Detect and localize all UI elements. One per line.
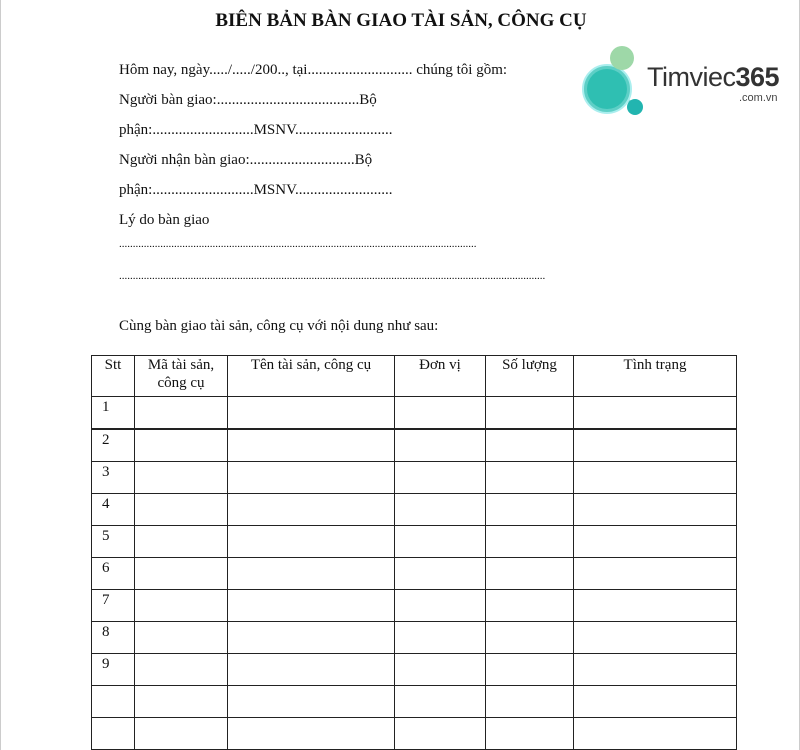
table-cell (486, 462, 574, 494)
table-cell (574, 429, 737, 462)
row-number: 3 (92, 462, 135, 494)
table-cell (228, 397, 395, 430)
row-number: 6 (92, 558, 135, 590)
table-row (92, 622, 737, 654)
table-cell (228, 462, 395, 494)
table-cell (228, 429, 395, 462)
table-cell (228, 718, 395, 750)
date-location-line: Hôm nay, ngày...../...../200.., tại............................ chúng tôi gồm: (119, 62, 508, 78)
table-row (92, 686, 737, 718)
table-cell (486, 397, 574, 430)
table-cell (135, 590, 228, 622)
table-cell (135, 526, 228, 558)
table-cell (228, 558, 395, 590)
table-cell (486, 590, 574, 622)
table-cell (395, 494, 486, 526)
handover-person-line: Người bàn giao:......................................Bộ (119, 92, 377, 108)
col-header-unit: Đơn vị (395, 356, 486, 397)
table-row (92, 654, 737, 686)
row-number: 8 (92, 622, 135, 654)
table-row (92, 718, 737, 750)
col-header-stt: Stt (92, 356, 135, 397)
row-number (92, 686, 135, 718)
table-cell (486, 686, 574, 718)
reason-label: Lý do bàn giao (119, 212, 210, 228)
table-cell (486, 718, 574, 750)
table-cell (395, 718, 486, 750)
logo-domain: .com.vn (739, 92, 778, 104)
handover-department-line: phận:...........................MSNV.......................... (119, 122, 393, 138)
table-cell (486, 494, 574, 526)
table-cell (574, 654, 737, 686)
table-cell (135, 494, 228, 526)
table-cell (574, 590, 737, 622)
molecule-logo-icon (579, 44, 649, 120)
row-number: 5 (92, 526, 135, 558)
col-header-quantity: Số lượng (486, 356, 574, 397)
col-header-condition: Tình trạng (574, 356, 737, 397)
table-cell (135, 397, 228, 430)
timviec365-logo (579, 44, 799, 120)
table-row (92, 429, 737, 462)
table-cell (486, 558, 574, 590)
reason-dots-2: ........................................................................................................................................................... (119, 270, 546, 282)
asset-table (91, 355, 737, 750)
table-cell (486, 654, 574, 686)
row-number (92, 718, 135, 750)
table-cell (395, 526, 486, 558)
table-cell (486, 622, 574, 654)
row-number: 7 (92, 590, 135, 622)
table-cell (135, 686, 228, 718)
table-cell (574, 462, 737, 494)
table-cell (395, 558, 486, 590)
table-cell (395, 462, 486, 494)
table-cell (486, 429, 574, 462)
table-cell (486, 526, 574, 558)
table-cell (574, 622, 737, 654)
table-cell (395, 590, 486, 622)
table-cell (395, 654, 486, 686)
table-cell (395, 397, 486, 430)
row-number: 1 (92, 397, 135, 430)
table-cell (228, 494, 395, 526)
table-row (92, 462, 737, 494)
table-cell (574, 397, 737, 430)
table-cell (135, 558, 228, 590)
table-cell (135, 622, 228, 654)
table-cell (135, 718, 228, 750)
table-cell (395, 686, 486, 718)
table-row (92, 397, 737, 430)
table-cell (574, 686, 737, 718)
reason-dots-1: .................................................................................................................................. (119, 238, 477, 250)
row-number: 9 (92, 654, 135, 686)
table-cell (574, 494, 737, 526)
row-number: 2 (92, 429, 135, 462)
table-row (92, 590, 737, 622)
table-row (92, 558, 737, 590)
col-header-asset-name: Tên tài sản, công cụ (228, 356, 395, 397)
logo-wordmark: Timviec365 (647, 62, 780, 92)
table-row (92, 494, 737, 526)
receiver-person-line: Người nhận bàn giao:............................Bộ (119, 152, 373, 168)
row-number: 4 (92, 494, 135, 526)
table-cell (395, 622, 486, 654)
table-cell (135, 429, 228, 462)
table-intro: Cùng bàn giao tài sản, công cụ với nội dung như sau: (119, 318, 439, 334)
document-title: BIÊN BẢN BÀN GIAO TÀI SẢN, CÔNG CỤ (215, 10, 587, 31)
col-header-asset-code: Mã tài sản, công cụ (135, 356, 228, 397)
table-cell (135, 654, 228, 686)
table-cell (395, 429, 486, 462)
table-cell (228, 590, 395, 622)
table-cell (228, 526, 395, 558)
receiver-department-line: phận:...........................MSNV.......................... (119, 182, 393, 198)
table-cell (135, 462, 228, 494)
table-cell (228, 622, 395, 654)
table-row (92, 526, 737, 558)
table-cell (228, 654, 395, 686)
table-cell (228, 686, 395, 718)
table-cell (574, 718, 737, 750)
table-cell (574, 558, 737, 590)
table-cell (574, 526, 737, 558)
